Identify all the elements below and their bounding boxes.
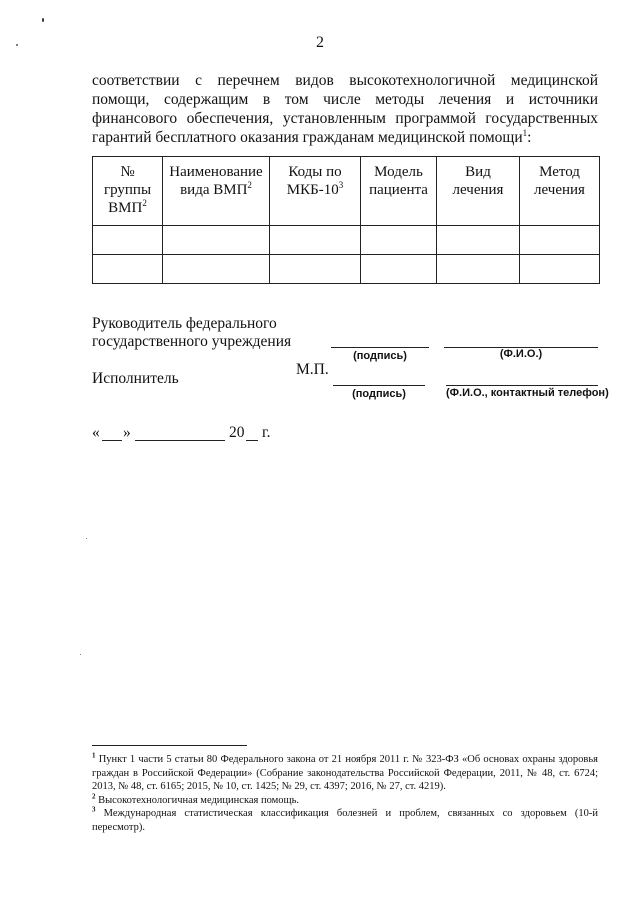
executor-signature-caption: (подпись) xyxy=(352,388,406,400)
table-cell[interactable] xyxy=(437,255,520,284)
date-year-prefix: 20 xyxy=(229,424,245,441)
executor-fio-line[interactable] xyxy=(446,385,598,386)
table-cell[interactable] xyxy=(437,226,520,255)
date-year-suffix: г. xyxy=(262,424,271,441)
footnote-separator xyxy=(92,745,247,746)
table-row xyxy=(93,226,600,255)
footnote-ref: 1 xyxy=(522,127,528,138)
vmp-table xyxy=(92,156,600,284)
executor-label: Исполнитель xyxy=(92,370,179,387)
intro-paragraph xyxy=(92,71,598,147)
table-cell[interactable] xyxy=(163,226,270,255)
table-cell[interactable] xyxy=(520,255,600,284)
table-header-row xyxy=(93,157,600,226)
intro-end: : xyxy=(527,129,532,146)
table-cell[interactable] xyxy=(270,226,361,255)
footnote-1: $^1$ Пункт 1 части 5 статьи 80 Федерального закона от 21 ноября 2011 г. № 323-ФЗ «Об основах охраны здоровья граждан в Российской Федерации» (Собрание законодательства Российской Федерации, 2011, № 48, ст. 6724; 2013, № 48, ст. 6165; 2015, № 10, ст. 1425; № 29, ст. 4397; 2016, № 27, ст. 4219). xyxy=(92,751,598,793)
table-cell[interactable] xyxy=(270,255,361,284)
header-icd-codes: Коды по МКБ-$10^3$ xyxy=(270,157,361,226)
header-patient-model: Модель пациента xyxy=(361,157,437,226)
intro-text: соответствии с перечнем видов высокотехнологичной медицинской помощи, содержащим в том числе методы лечения и источники финансового обеспечения, установленным программой государственных гарантий бесплатного оказания гражданам медицинской помощи xyxy=(92,72,598,146)
date-open-quote: « xyxy=(92,424,100,441)
head-label-line2: государственного учреждения xyxy=(92,333,292,350)
scan-artifact xyxy=(80,654,81,655)
date-day-blank[interactable] xyxy=(102,440,122,441)
table-cell[interactable] xyxy=(93,255,163,284)
table-cell[interactable] xyxy=(361,255,437,284)
executor-signature-line[interactable] xyxy=(333,385,425,386)
header-treatment-method: Метод лечения xyxy=(520,157,600,226)
footnote-3: $^3$ Международная статистическая классификация болезней и проблем, связанных со здоровьем (10-й пересмотр). xyxy=(92,805,598,833)
scan-artifact xyxy=(86,538,87,539)
stamp-place: М.П. xyxy=(296,361,329,378)
date-year-blank[interactable] xyxy=(246,440,258,441)
date-month-blank[interactable] xyxy=(135,440,225,441)
scan-artifact xyxy=(42,18,44,22)
table-cell[interactable] xyxy=(361,226,437,255)
header-group-number: № группы ВМП$^2$ xyxy=(93,157,163,226)
executor-fio-caption: (Ф.И.О., контактный телефон) xyxy=(446,387,609,399)
head-signature-caption: (подпись) xyxy=(353,350,407,362)
footnote-2: $^2$ Высокотехнологичная медицинская помощь. xyxy=(92,792,300,806)
head-fio-caption: (Ф.И.О.) xyxy=(499,348,543,360)
page-number: 2 xyxy=(316,34,324,51)
table-cell[interactable] xyxy=(93,226,163,255)
footnotes xyxy=(92,753,598,835)
table-cell[interactable] xyxy=(520,226,600,255)
table-row xyxy=(93,255,600,284)
head-signature-line[interactable] xyxy=(331,347,429,348)
head-label-line1: Руководитель федерального xyxy=(92,315,277,332)
date-close-quote: » xyxy=(123,424,131,441)
header-treatment-type: Вид лечения xyxy=(437,157,520,226)
table-cell[interactable] xyxy=(163,255,270,284)
header-vmp-name: Наименование вида ВМП$^2$ xyxy=(163,157,270,226)
